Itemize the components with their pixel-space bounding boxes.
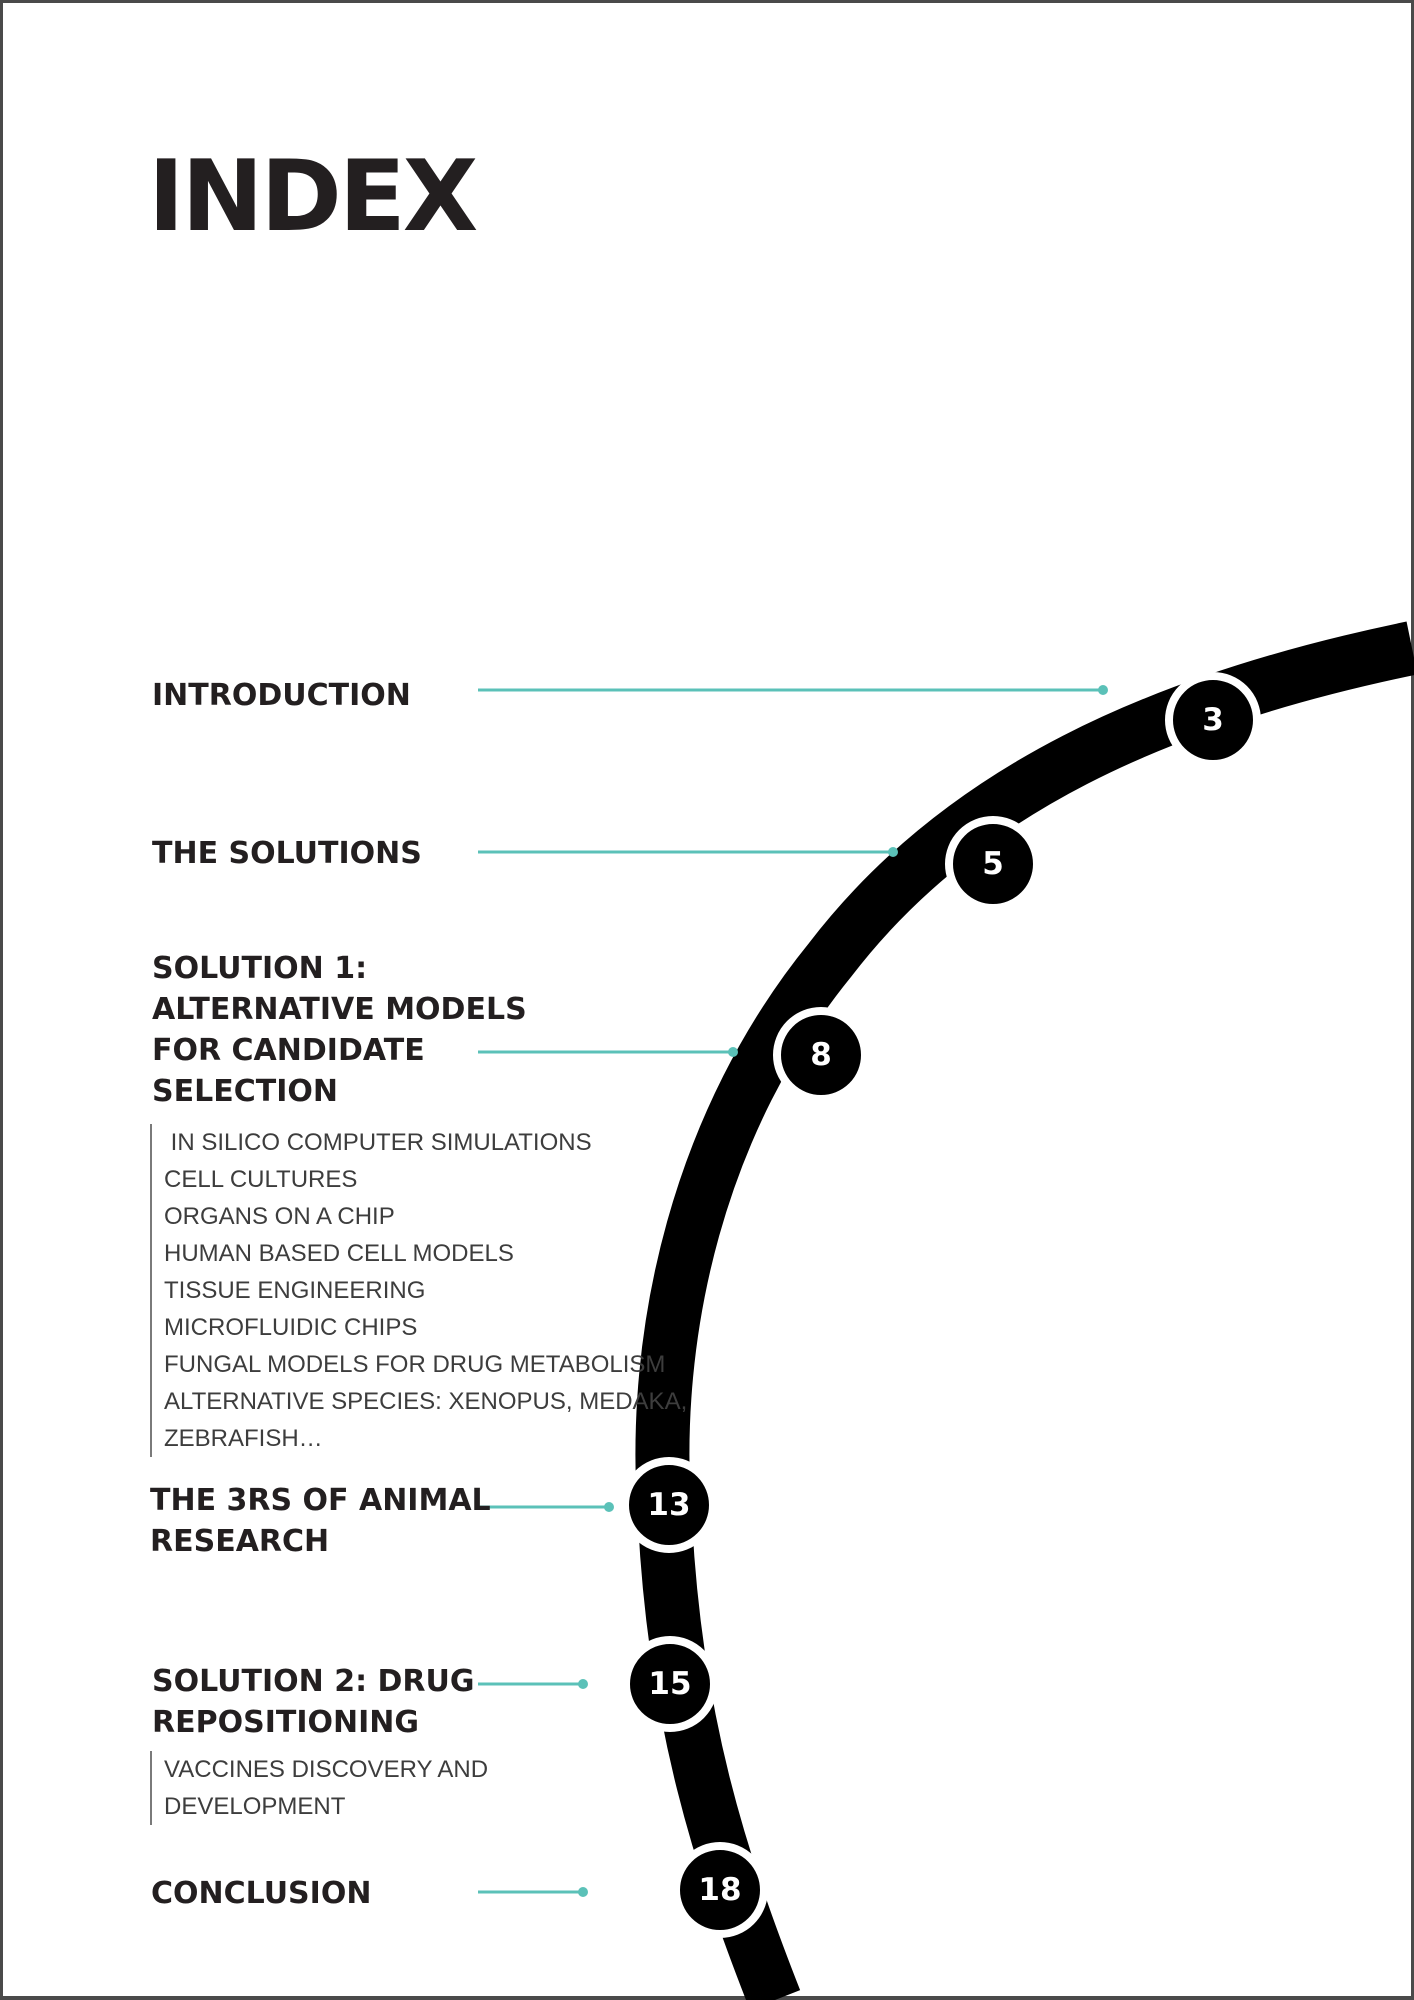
subtopic-item[interactable]: DEVELOPMENT: [164, 1793, 346, 1820]
leader-dot: [888, 847, 898, 857]
page-title: INDEX: [148, 140, 476, 254]
toc-entry-label: SOLUTION 2: DRUG: [152, 1664, 475, 1699]
subtopic-item[interactable]: ORGANS ON A CHIP: [164, 1203, 395, 1230]
subtopic-item[interactable]: VACCINES DISCOVERY AND: [164, 1756, 489, 1783]
toc-entry-label: THE SOLUTIONS: [152, 836, 422, 871]
leader-dot: [578, 1887, 588, 1897]
subtopic-item[interactable]: IN SILICO COMPUTER SIMULATIONS: [164, 1129, 592, 1156]
subtopic-item[interactable]: HUMAN BASED CELL MODELS: [164, 1240, 514, 1267]
toc-entry-solution-2[interactable]: [152, 1661, 475, 1743]
leader-dot: [728, 1047, 738, 1057]
toc-entry-label: ALTERNATIVE MODELS: [152, 992, 527, 1027]
toc-entry-the-solutions[interactable]: [152, 833, 422, 874]
solution-1-subtopics: [150, 1124, 687, 1457]
leader-dot: [1098, 685, 1108, 695]
subtopic-item[interactable]: MICROFLUIDIC CHIPS: [164, 1314, 418, 1341]
toc-entry-label: RESEARCH: [150, 1524, 330, 1559]
page-number-badge[interactable]: 18: [672, 1842, 768, 1938]
toc-entry-label: CONCLUSION: [151, 1876, 372, 1911]
page-number-badge[interactable]: 5: [945, 816, 1041, 912]
leader-dot: [604, 1502, 614, 1512]
toc-entry-label: SOLUTION 1:: [152, 951, 368, 986]
toc-entry-label: REPOSITIONING: [152, 1705, 419, 1740]
solution-2-subtopics: [150, 1751, 488, 1825]
subtopic-item[interactable]: TISSUE ENGINEERING: [164, 1277, 426, 1304]
subtopic-item[interactable]: ALTERNATIVE SPECIES: XENOPUS, MEDAKA,: [164, 1388, 688, 1415]
page-number-badge[interactable]: 13: [621, 1457, 717, 1553]
subtopic-item[interactable]: ZEBRAFISH…: [164, 1425, 323, 1452]
subtopic-item[interactable]: FUNGAL MODELS FOR DRUG METABOLISM: [164, 1351, 666, 1378]
toc-entry-label: SELECTION: [152, 1074, 338, 1109]
toc-entry-solution-1[interactable]: [152, 948, 527, 1112]
page-number-badge[interactable]: 8: [773, 1007, 869, 1103]
toc-entry-label: FOR CANDIDATE: [152, 1033, 425, 1068]
page-number-badge[interactable]: 15: [622, 1636, 718, 1732]
toc-entry-introduction[interactable]: [152, 675, 411, 716]
subtopic-item[interactable]: CELL CULTURES: [164, 1166, 358, 1193]
toc-entry-conclusion[interactable]: [151, 1873, 371, 1914]
toc-entry-label: THE 3RS OF ANIMAL: [150, 1483, 491, 1518]
page-number-badge[interactable]: 3: [1165, 672, 1261, 768]
leader-dot: [578, 1679, 588, 1689]
toc-entry-3rs[interactable]: [150, 1480, 491, 1562]
toc-entry-label: INTRODUCTION: [152, 678, 411, 713]
